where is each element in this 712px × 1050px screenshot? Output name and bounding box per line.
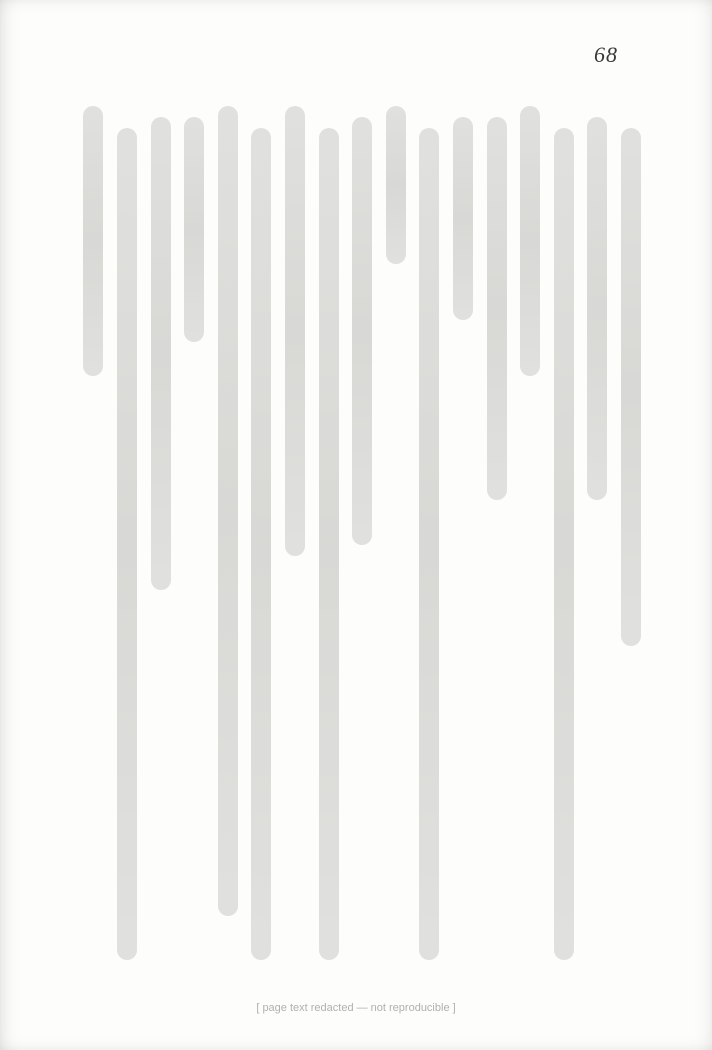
- redacted-text-column: [83, 106, 103, 376]
- redaction-note: [ page text redacted — not reproducible ]: [256, 1002, 456, 1014]
- redacted-text-column: [487, 117, 507, 500]
- redacted-text-column: [251, 128, 271, 960]
- redacted-text-column: [520, 106, 540, 376]
- redacted-text-column: [352, 117, 372, 545]
- redacted-text-column: [587, 117, 607, 500]
- redacted-text-column: [319, 128, 339, 960]
- page-number: 68: [594, 42, 618, 67]
- redacted-text-column: [453, 117, 473, 320]
- redacted-text-column: [419, 128, 439, 960]
- redacted-text-column: [554, 128, 574, 960]
- redacted-text-column: [117, 128, 137, 960]
- redacted-text-column: [285, 106, 305, 556]
- redacted-text-column: [218, 106, 238, 916]
- redacted-text-column: [151, 117, 171, 590]
- redacted-text-column: [621, 128, 641, 646]
- redacted-text-column: [386, 106, 406, 264]
- redacted-text-column: [184, 117, 204, 342]
